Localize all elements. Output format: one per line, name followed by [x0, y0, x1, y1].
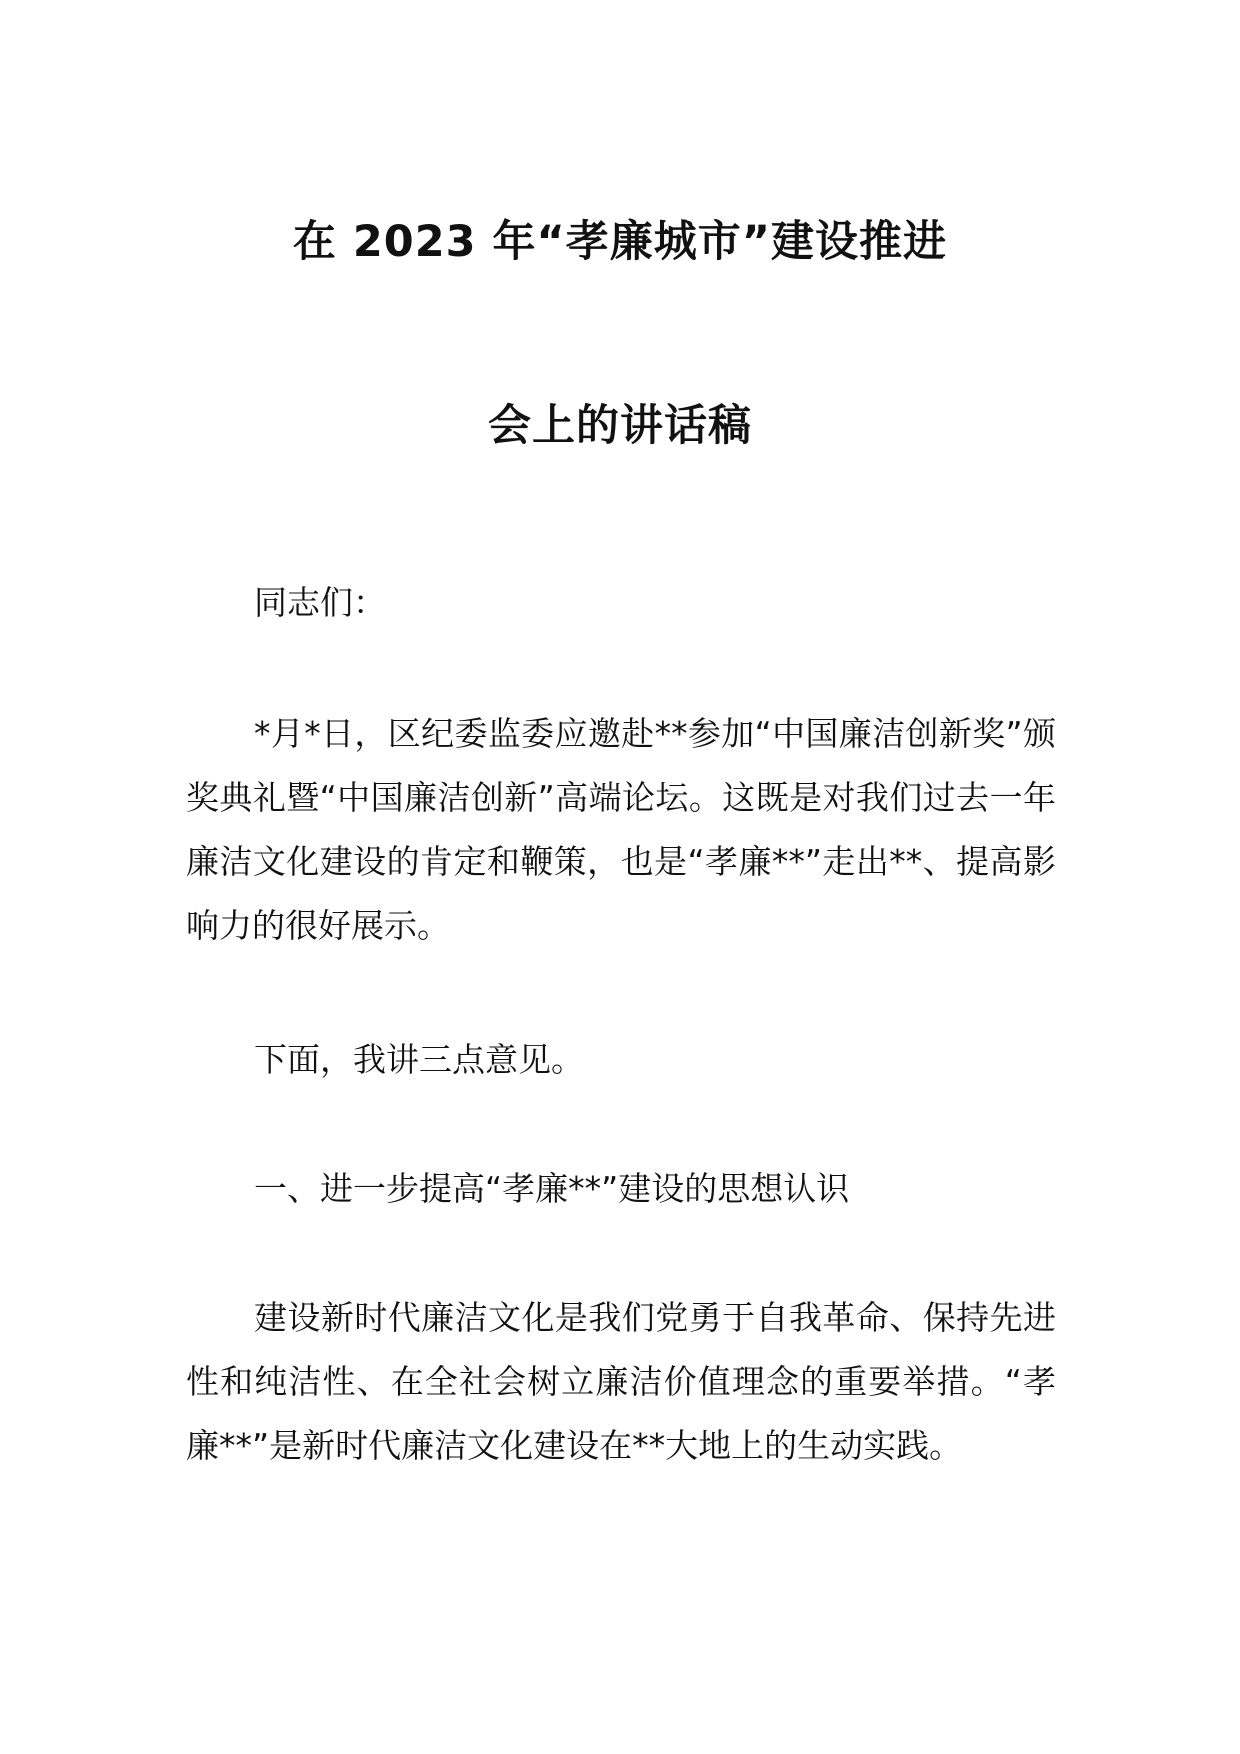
greeting: 同志们： [254, 583, 386, 622]
paragraph-2: 下面，我讲三点意见。 [254, 1040, 584, 1079]
paragraph-3: 建设新时代廉洁文化是我们党勇于自我革命、保持先进性和纯洁性、在全社会树立廉洁价值理念的重要举措。“孝廉**”是新时代廉洁文化建设在**大地上的生动实践。 [186, 1298, 1056, 1465]
section-heading-1: 一、进一步提高“孝廉**”建设的思想认识 [254, 1169, 850, 1208]
document-title-line-2: 会上的讲话稿 [488, 401, 752, 451]
document-title-line-1: 在 2023 年“孝廉城市”建设推进 [292, 217, 948, 267]
paragraph-1: *月*日，区纪委监委应邀赴**参加“中国廉洁创新奖”颁奖典礼暨“中国廉洁创新”高端论坛。这既是对我们过去一年廉洁文化建设的肯定和鞭策，也是“孝廉**”走出**、提高影响力的很好展示。 [186, 714, 1056, 945]
